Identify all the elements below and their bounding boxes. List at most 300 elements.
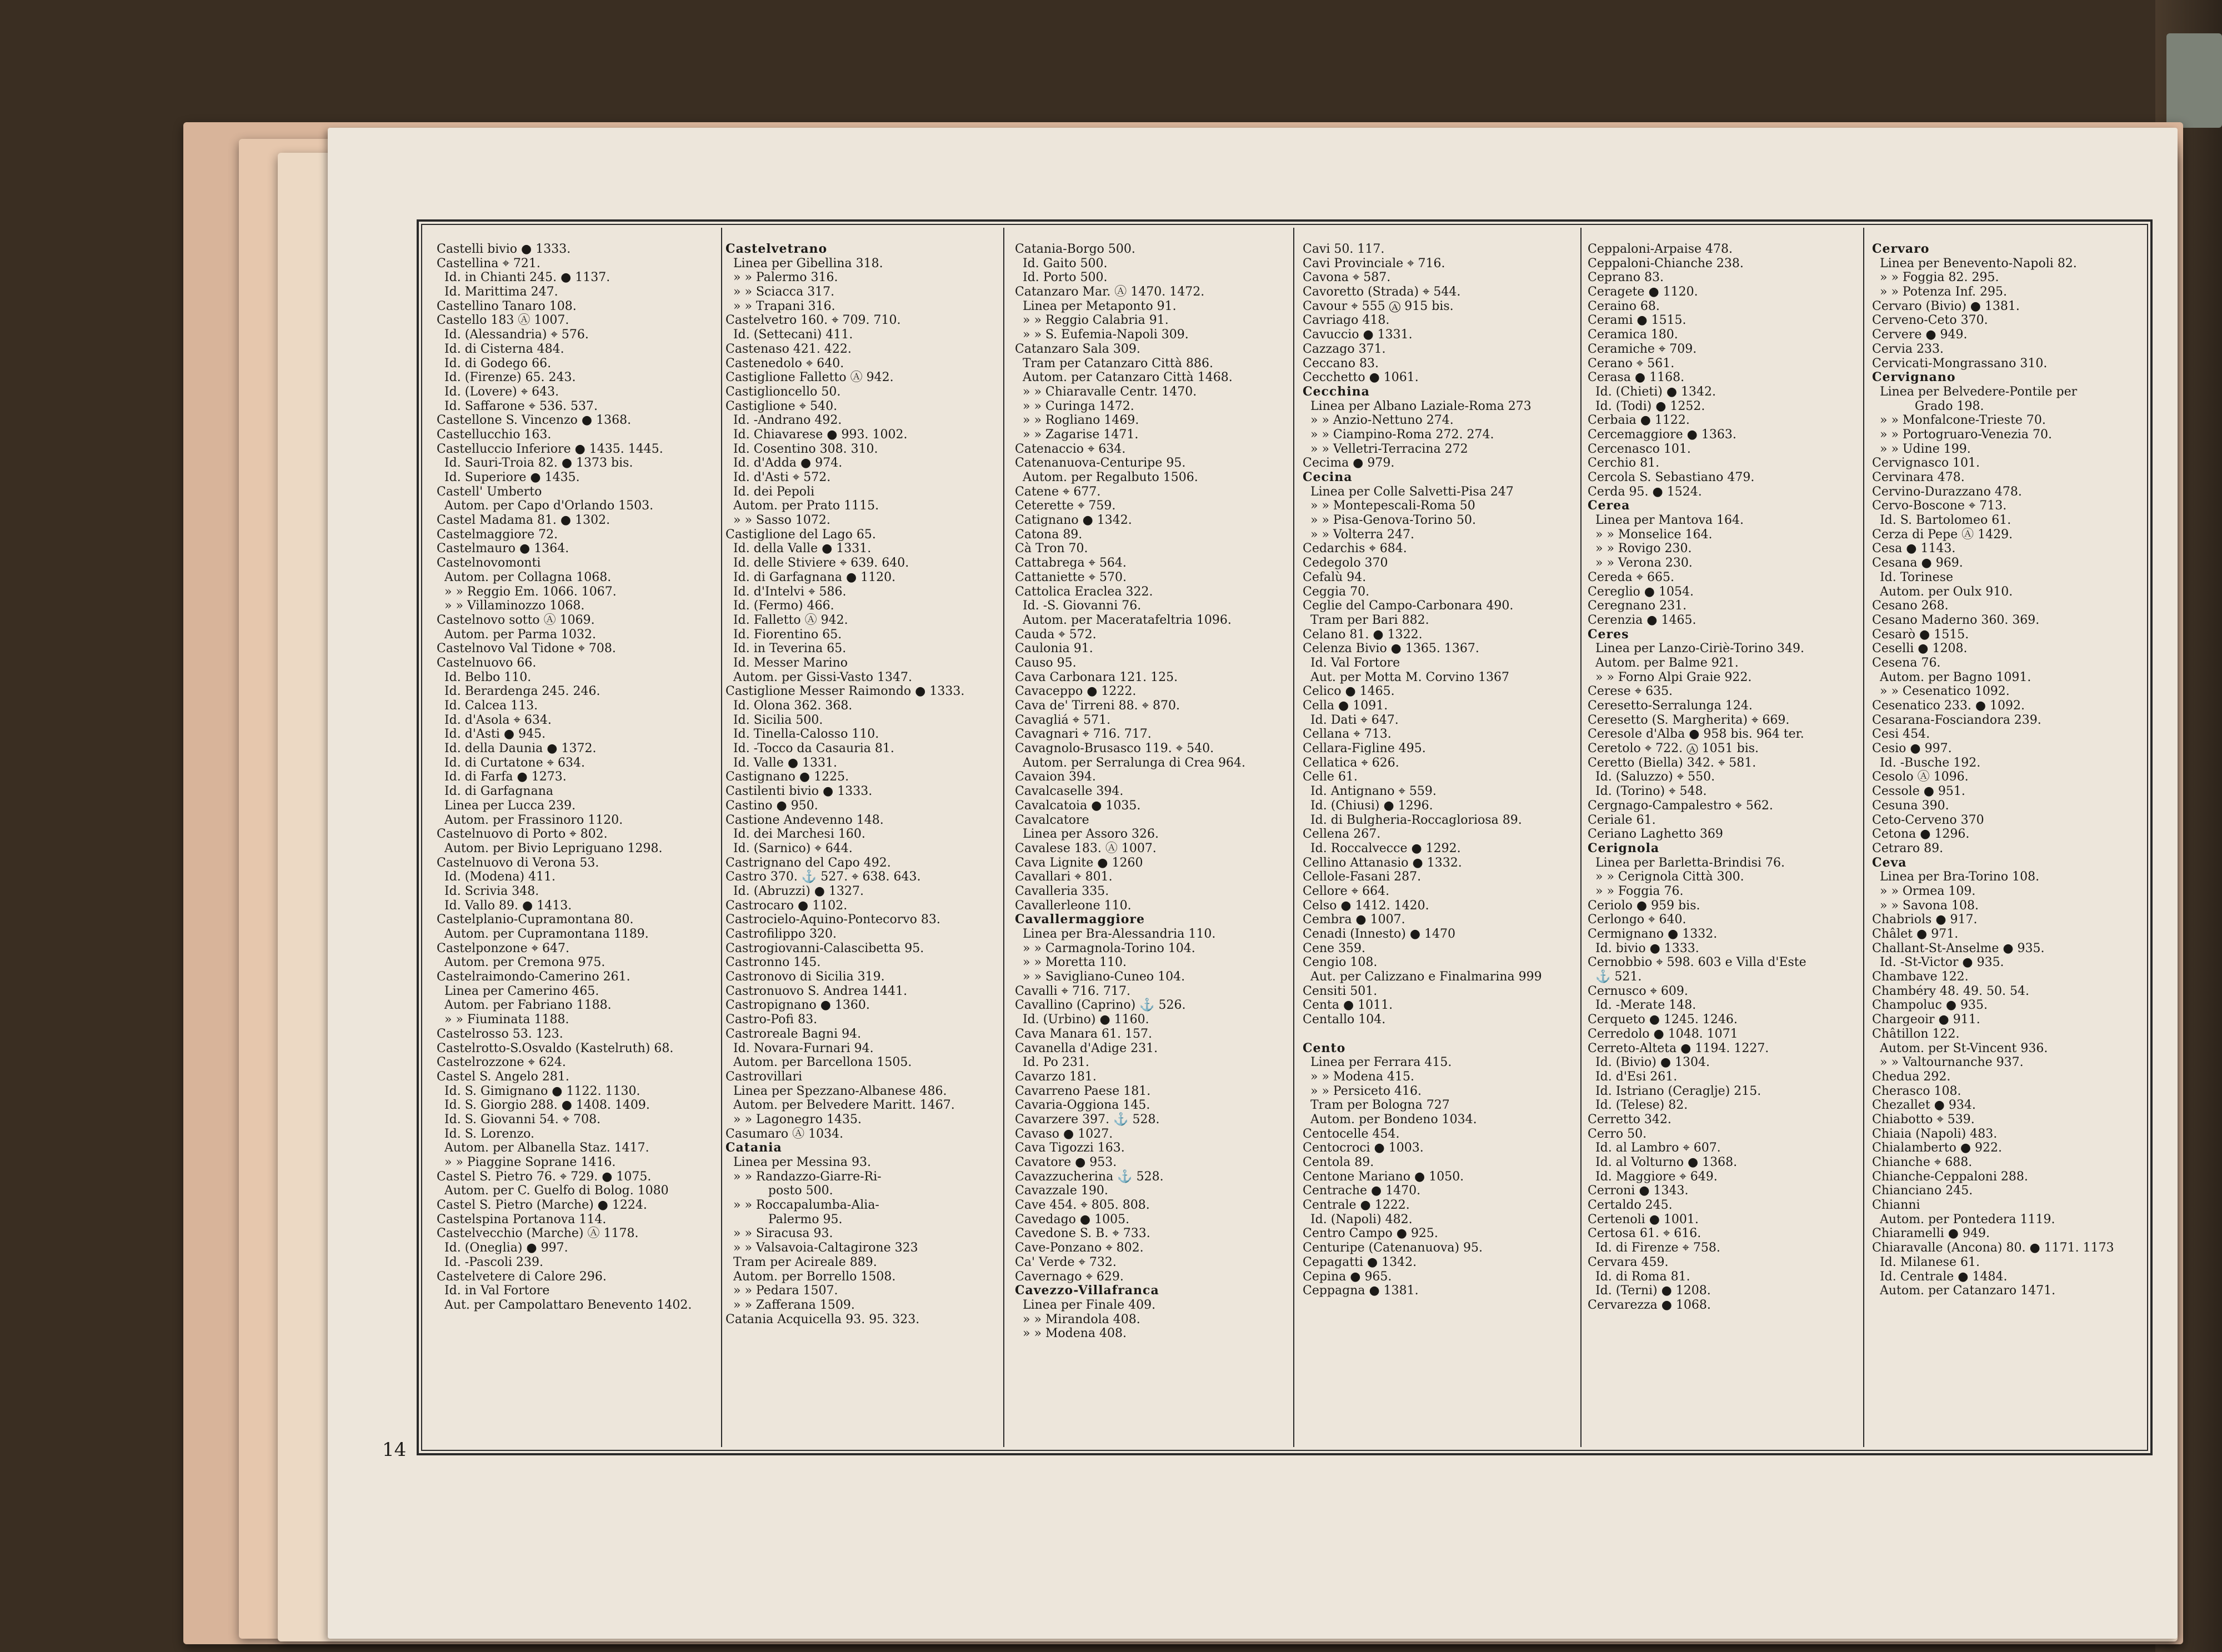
index-entry: Autom. per Prato 1115. xyxy=(725,499,879,513)
index-entry: Aut. per Motta M. Corvino 1367 xyxy=(1303,670,1510,684)
index-entry: Id. dei Marchesi 160. xyxy=(725,827,865,842)
index-entry: Cervere ● 949. xyxy=(1872,328,1968,342)
index-entry: Id. di Roma 81. xyxy=(1588,1269,1690,1284)
index-entry: Cavuccio ● 1331. xyxy=(1303,328,1413,342)
index-entry: Cercemaggiore ● 1363. xyxy=(1588,427,1736,442)
index-entry: Cesarò ● 1515. xyxy=(1872,627,1969,642)
index-entry: Cava de' Tirreni 88. ⌖ 870. xyxy=(1015,699,1180,713)
index-entry: Id. Sauri-Troia 82. ● 1373 bis. xyxy=(437,456,633,470)
index-entry: Cerano ⌖ 561. xyxy=(1588,356,1675,371)
index-entry: Castenaso 421. 422. xyxy=(725,342,852,356)
index-entry: Id. Milanese 61. xyxy=(1872,1255,1980,1269)
index-entry: Castelnovo sotto Ⓐ 1069. xyxy=(437,613,595,627)
index-entry: Linea per Assoro 326. xyxy=(1015,827,1159,842)
index-entry: Cavi 50. 117. xyxy=(1303,242,1385,256)
index-entry: Autom. per Borrello 1508. xyxy=(725,1269,896,1284)
index-entry: Chabriols ● 917. xyxy=(1872,913,1978,927)
index-entry: Id. (Torino) ⌖ 548. xyxy=(1588,784,1707,799)
index-entry: Autom. per Catanzaro 1471. xyxy=(1872,1284,2056,1298)
index-heading: Cecina xyxy=(1303,470,1353,484)
index-entry: Linea per Albano Laziale-Roma 273 xyxy=(1303,399,1532,413)
index-entry: Autom. per Albanella Staz. 1417. xyxy=(437,1141,649,1155)
index-entry: Cerlongo ⌖ 640. xyxy=(1588,913,1686,927)
index-entry: Ceglie del Campo-Carbonara 490. xyxy=(1303,599,1514,613)
index-entry: Ca' Verde ⌖ 732. xyxy=(1015,1255,1117,1269)
index-entry: » » Montepescali-Roma 50 xyxy=(1303,499,1475,513)
index-entry: » » Curinga 1472. xyxy=(1015,399,1134,413)
index-entry: Linea per Lanzo-Ciriè-Torino 349. xyxy=(1588,642,1804,656)
index-entry: Castelnuovo 66. xyxy=(437,655,537,670)
index-entry: Id. Po 231. xyxy=(1015,1055,1089,1070)
index-entry: Castel Madama 81. ● 1302. xyxy=(437,513,610,528)
index-entry: Cerami ● 1515. xyxy=(1588,313,1686,328)
index-entry: Autom. per Bondeno 1034. xyxy=(1303,1112,1477,1127)
index-entry: Cavona ⌖ 587. xyxy=(1303,271,1391,285)
index-entry: Castiglione Falletto Ⓐ 942. xyxy=(725,371,894,385)
column-separator xyxy=(721,228,722,1447)
index-entry: Id. Olona 362. 368. xyxy=(725,699,853,713)
index-entry: Cavaceppo ● 1222. xyxy=(1015,684,1137,699)
index-entry: Cervinara 478. xyxy=(1872,470,1965,484)
index-entry: Linea per Benevento-Napoli 82. xyxy=(1872,256,2077,271)
index-entry: Castelli bivio ● 1333. xyxy=(437,242,571,256)
index-entry: » » Siracusa 93. xyxy=(725,1227,833,1241)
index-entry: Cava Lignite ● 1260 xyxy=(1015,855,1143,870)
index-entry: Cavagnari ⌖ 716. 717. xyxy=(1015,727,1152,742)
index-entry: Certenoli ● 1001. xyxy=(1588,1212,1699,1227)
index-entry: Cerchio 81. xyxy=(1588,456,1660,470)
index-entry: Castelnuovo di Porto ⌖ 802. xyxy=(437,827,608,842)
index-entry: Id. Cosentino 308. 310. xyxy=(725,442,878,456)
index-entry: Linea per Camerino 465. xyxy=(437,984,599,998)
index-entry: Cetona ● 1296. xyxy=(1872,827,1970,842)
index-entry: Id. di Cisterna 484. xyxy=(437,342,564,356)
index-entry: Cerasa ● 1168. xyxy=(1588,371,1685,385)
index-entry: Cepina ● 965. xyxy=(1303,1269,1392,1284)
index-entry: Id. Vallo 89. ● 1413. xyxy=(437,898,572,913)
index-entry: » » Rogliano 1469. xyxy=(1015,413,1139,428)
index-entry: Id. in Chianti 245. ● 1137. xyxy=(437,271,610,285)
index-entry: Castenedolo ⌖ 640. xyxy=(725,356,844,371)
index-entry: Autom. per Oulx 910. xyxy=(1872,584,2013,599)
index-entry: Cermignano ● 1332. xyxy=(1588,927,1718,941)
index-entry: Autom. per Cupramontana 1189. xyxy=(437,927,649,941)
index-entry: Id. d'Asti ● 945. xyxy=(437,727,546,742)
index-entry: Autom. per Balme 921. xyxy=(1588,655,1739,670)
index-entry: Id. d'Intelvi ⌖ 586. xyxy=(725,584,847,599)
index-entry: Id. Istriano (Ceraglje) 215. xyxy=(1588,1084,1761,1098)
index-entry: Castronovo di Sicilia 319. xyxy=(725,970,885,984)
index-heading: Cavallermaggiore xyxy=(1015,912,1145,927)
index-entry: Castrovillari xyxy=(725,1069,803,1084)
index-entry: Id. di Farfa ● 1273. xyxy=(437,770,567,784)
index-entry: Cembra ● 1007. xyxy=(1303,913,1405,927)
index-entry: » » Chiaravalle Centr. 1470. xyxy=(1015,384,1197,399)
index-entry: Cedarchis ⌖ 684. xyxy=(1303,542,1407,556)
index-entry: Chianche ⌖ 688. xyxy=(1872,1155,1973,1169)
index-entry: Catignano ● 1342. xyxy=(1015,513,1132,528)
index-entry: Id. di Curtatone ⌖ 634. xyxy=(437,755,585,770)
index-entry: Catanzaro Mar. Ⓐ 1470. 1472. xyxy=(1015,285,1205,299)
index-entry: Id. bivio ● 1333. xyxy=(1588,941,1699,955)
index-entry: Aut. per Calizzano e Finalmarina 999 xyxy=(1303,970,1542,984)
index-entry: Cavallino (Caprino) ⚓ 526. xyxy=(1015,998,1186,1013)
index-entry: Castellino Tanaro 108. xyxy=(437,299,577,313)
column-separator xyxy=(1293,228,1294,1447)
index-heading: Cecchina xyxy=(1303,384,1370,399)
index-entry: Cavagnolo-Brusasco 119. ⌖ 540. xyxy=(1015,742,1214,756)
index-entry: Autom. per Frassinoro 1120. xyxy=(437,813,623,827)
index-entry: Cesano 268. xyxy=(1872,599,1949,613)
page-edge-tab xyxy=(2166,33,2222,128)
index-entry: Linea per Colle Salvetti-Pisa 247 xyxy=(1303,484,1514,499)
index-entry: Linea per Gibellina 318. xyxy=(725,256,883,271)
index-entry: » » Trapani 316. xyxy=(725,299,835,313)
index-entry: Castelnovo Val Tidone ⌖ 708. xyxy=(437,642,616,656)
index-entry: Cavedone S. B. ⌖ 733. xyxy=(1015,1227,1150,1241)
index-entry: Castropignano ● 1360. xyxy=(725,998,870,1013)
index-entry: Id. Maggiore ⌖ 649. xyxy=(1588,1169,1718,1184)
index-entry: Catania-Borgo 500. xyxy=(1015,242,1135,256)
index-entry: Cava Carbonara 121. 125. xyxy=(1015,670,1178,684)
index-entry: Id. -Pascoli 239. xyxy=(437,1255,544,1269)
index-entry: Certaldo 245. xyxy=(1588,1198,1673,1213)
index-entry: Caulonia 91. xyxy=(1015,642,1093,656)
index-entry: Cattaniette ⌖ 570. xyxy=(1015,570,1127,584)
index-entry: » » Villaminozzo 1068. xyxy=(437,599,585,613)
index-entry: Ceregnano 231. xyxy=(1588,599,1687,613)
index-entry: Id. (Chiusi) ● 1296. xyxy=(1303,798,1433,813)
index-entry: Cella ● 1091. xyxy=(1303,699,1388,713)
index-entry: Autom. per St-Vincent 936. xyxy=(1872,1041,2048,1055)
index-entry: Cellino Attanasio ● 1332. xyxy=(1303,855,1462,870)
index-entry: Catona 89. xyxy=(1015,527,1083,542)
index-entry: Cerese ⌖ 635. xyxy=(1588,684,1673,699)
index-entry: Cereda ⌖ 665. xyxy=(1588,570,1674,584)
index-entry: Cesenatico 233. ● 1092. xyxy=(1872,699,2025,713)
index-entry: Id. Falletto Ⓐ 942. xyxy=(725,613,848,627)
index-entry: Cernusco ⌖ 609. xyxy=(1588,984,1688,998)
index-entry: Chedua 292. xyxy=(1872,1069,1951,1084)
index-entry: Castelnuovo di Verona 53. xyxy=(437,855,599,870)
index-entry: Autom. per Pontedera 1119. xyxy=(1872,1212,2055,1227)
index-entry: Centocroci ● 1003. xyxy=(1303,1141,1424,1155)
index-entry: Id. (Chieti) ● 1342. xyxy=(1588,384,1716,399)
index-entry: » » Zafferana 1509. xyxy=(725,1298,855,1312)
index-entry: Cà Tron 70. xyxy=(1015,542,1088,556)
index-entry: Id. -Tocco da Casauria 81. xyxy=(725,742,894,756)
index-entry: Linea per Messina 93. xyxy=(725,1155,871,1169)
index-entry: Cavanella d'Adige 231. xyxy=(1015,1041,1158,1055)
index-entry: Ceprano 83. xyxy=(1588,271,1664,285)
index-entry: Ceresetto (S. Margherita) ⌖ 669. xyxy=(1588,713,1790,727)
index-entry: Cesena 76. xyxy=(1872,655,1941,670)
index-entry: Cernobbio ⌖ 598. 603 e Villa d'Este xyxy=(1588,955,1806,970)
index-entry: Ceriale 61. xyxy=(1588,813,1656,827)
index-entry: Chiaravalle (Ancona) 80. ● 1171. 1173 xyxy=(1872,1241,2114,1255)
index-entry: Cerenzia ● 1465. xyxy=(1588,613,1696,627)
index-entry: Celico ● 1465. xyxy=(1303,684,1395,699)
index-entry: Id. Fiorentino 65. xyxy=(725,627,842,642)
index-entry: Castellina ⌖ 721. xyxy=(437,256,541,271)
index-entry: Cavi Provinciale ⌖ 716. xyxy=(1303,256,1445,271)
index-entry: » » Foggia 82. 295. xyxy=(1872,271,1999,285)
index-entry: Castroreale Bagni 94. xyxy=(725,1027,862,1041)
index-entry: Catenaccio ⌖ 634. xyxy=(1015,442,1126,456)
index-entry: Cazzago 371. xyxy=(1303,342,1386,356)
index-entry: Id. di Firenze ⌖ 758. xyxy=(1588,1241,1720,1255)
index-entry: posto 500. xyxy=(725,1184,833,1198)
index-entry: Id. della Daunia ● 1372. xyxy=(437,742,597,756)
index-entry: Cattolica Eraclea 322. xyxy=(1015,584,1153,599)
index-entry: Ceppagna ● 1381. xyxy=(1303,1284,1419,1298)
index-entry: Cavagliá ⌖ 571. xyxy=(1015,713,1111,727)
index-entry: Id. (Lovere) ⌖ 643. xyxy=(437,384,559,399)
index-entry: Linea per Metaponto 91. xyxy=(1015,299,1177,313)
index-entry: Cerqueto ● 1245. 1246. xyxy=(1588,1013,1738,1027)
index-entry: Centone Mariano ● 1050. xyxy=(1303,1169,1464,1184)
index-entry: Chianciano 245. xyxy=(1872,1184,1973,1198)
index-entry: Cavriago 418. xyxy=(1303,313,1390,328)
index-entry: Castiglione Messer Raimondo ● 1333. xyxy=(725,684,965,699)
index-entry: Id. (Saluzzo) ⌖ 550. xyxy=(1588,770,1715,784)
index-entry: Castiglione del Lago 65. xyxy=(725,527,876,542)
index-entry: Id. Scrivia 348. xyxy=(437,884,539,898)
index-entry: Autom. per Gissi-Vasto 1347. xyxy=(725,670,912,684)
index-entry: Castelrosso 53. 123. xyxy=(437,1027,563,1041)
index-entry: Cesolo Ⓐ 1096. xyxy=(1872,770,1969,784)
index-heading: Cento xyxy=(1303,1040,1346,1055)
index-entry: » » Savigliano-Cuneo 104. xyxy=(1015,970,1185,984)
index-entry: Castel S. Pietro 76. ⌖ 729. ● 1075. xyxy=(437,1169,652,1184)
column-separator xyxy=(1580,228,1582,1447)
index-entry: Cavaso ● 1027. xyxy=(1015,1127,1113,1141)
index-entry: Linea per Spezzano-Albanese 486. xyxy=(725,1084,947,1098)
index-entry: Cervara 459. xyxy=(1588,1255,1669,1269)
index-entry: Cave 454. ⌖ 805. 808. xyxy=(1015,1198,1150,1213)
index-entry: Cavalleria 335. xyxy=(1015,884,1109,898)
index-entry: Id. Novara-Furnari 94. xyxy=(725,1041,874,1055)
index-entry: Autom. per Bagno 1091. xyxy=(1872,670,2031,684)
index-entry: » » Palermo 316. xyxy=(725,271,838,285)
index-entry: Ceramica 180. xyxy=(1588,328,1678,342)
index-entry: Cerro 50. xyxy=(1588,1127,1647,1141)
index-entry: Cavazzale 190. xyxy=(1015,1184,1108,1198)
index-entry: Autom. per Parma 1032. xyxy=(437,627,596,642)
index-entry: Autom. per Bivio Lepriguano 1298. xyxy=(437,841,663,855)
index-entry: Cecima ● 979. xyxy=(1303,456,1395,470)
index-entry: » » Monselice 164. xyxy=(1588,527,1713,542)
index-entry: Autom. per Catanzaro Città 1468. xyxy=(1015,371,1233,385)
index-entry: Cavazzucherina ⚓ 528. xyxy=(1015,1169,1164,1184)
index-entry: Castilenti bivio ● 1333. xyxy=(725,784,873,799)
index-entry: Ceterette ⌖ 759. xyxy=(1015,499,1116,513)
index-entry: Castronuovo S. Andrea 1441. xyxy=(725,984,908,998)
index-entry: Id. -S. Giovanni 76. xyxy=(1015,599,1142,613)
index-entry: Id. Saffarone ⌖ 536. 537. xyxy=(437,399,598,413)
index-entry: Catania Acquicella 93. 95. 323. xyxy=(725,1312,920,1326)
index-entry: Celenza Bivio ● 1365. 1367. xyxy=(1303,642,1479,656)
index-entry: Linea per Bra-Alessandria 110. xyxy=(1015,927,1216,941)
index-entry: » » Roccapalumba-Alia- xyxy=(725,1198,879,1213)
index-entry: Cessole ● 951. xyxy=(1872,784,1965,799)
index-entry: Cene 359. xyxy=(1303,941,1366,955)
index-entry: Castelvetro 160. ⌖ 709. 710. xyxy=(725,313,901,328)
index-entry: Id. S. Bartolomeo 61. xyxy=(1872,513,2011,528)
index-entry: Id. (Urbino) ● 1160. xyxy=(1015,1013,1149,1027)
index-entry: Ceggia 70. xyxy=(1303,584,1370,599)
index-entry: Celano 81. ● 1322. xyxy=(1303,627,1423,642)
index-entry: Cavallari ⌖ 801. xyxy=(1015,870,1113,884)
index-entry: Autom. per Regalbuto 1506. xyxy=(1015,470,1198,484)
index-entry: Autom. per Barcellona 1505. xyxy=(725,1055,912,1070)
index-entry: Cellara-Figline 495. xyxy=(1303,742,1426,756)
index-entry: Cerbaia ● 1122. xyxy=(1588,413,1690,428)
index-entry: » » Reggio Calabria 91. xyxy=(1015,313,1169,328)
index-entry: Castro-Pofi 83. xyxy=(725,1013,818,1027)
index-entry: Autom. per Maceratafeltria 1096. xyxy=(1015,613,1232,627)
index-entry: » » Sciacca 317. xyxy=(725,285,835,299)
index-entry: Cherasco 108. xyxy=(1872,1084,1961,1098)
index-entry: Id. Roccalvecce ● 1292. xyxy=(1303,841,1461,855)
index-entry: Ceriolo ● 959 bis. xyxy=(1588,898,1700,913)
index-entry: Cetraro 89. xyxy=(1872,841,1944,855)
index-entry: Cavatore ● 953. xyxy=(1015,1155,1117,1169)
index-entry: Ceccano 83. xyxy=(1303,356,1379,371)
index-entry: Id. (Bivio) ● 1304. xyxy=(1588,1055,1710,1070)
index-entry: Cerretto 342. xyxy=(1588,1112,1671,1127)
index-entry: Chialamberto ● 922. xyxy=(1872,1141,2003,1155)
index-entry: » » Carmagnola-Torino 104. xyxy=(1015,941,1195,955)
index-entry: Ceraino 68. xyxy=(1588,299,1660,313)
index-entry: Castelrotto-S.Osvaldo (Kastelruth) 68. xyxy=(437,1041,674,1055)
index-entry: Id. al Lambro ⌖ 607. xyxy=(1588,1141,1721,1155)
index-entry: Certosa 61. ⌖ 616. xyxy=(1588,1227,1701,1241)
index-entry: Castel S. Angelo 281. xyxy=(437,1069,569,1084)
index-entry: Cerroni ● 1343. xyxy=(1588,1184,1689,1198)
index-column-6 xyxy=(1872,242,2149,1436)
index-entry: Cenadi (Innesto) ● 1470 xyxy=(1303,927,1456,941)
index-entry: » » Pisa-Genova-Torino 50. xyxy=(1303,513,1476,528)
index-entry: Id. S. Giorgio 288. ● 1408. 1409. xyxy=(437,1098,650,1113)
index-entry: Id. (Sarnico) ⌖ 644. xyxy=(725,841,853,855)
index-entry: Chianni xyxy=(1872,1198,1920,1213)
index-entry: » » Mirandola 408. xyxy=(1015,1312,1140,1326)
index-entry: Id. Superiore ● 1435. xyxy=(437,470,580,484)
index-entry: Linea per Belvedere-Pontile per xyxy=(1872,384,2078,399)
index-entry: » » Pedara 1507. xyxy=(725,1284,838,1298)
index-entry: » » Foggia 76. xyxy=(1588,884,1684,898)
index-entry: Cavernago ⌖ 629. xyxy=(1015,1269,1124,1284)
index-entry: Castiglione ⌖ 540. xyxy=(725,399,838,413)
index-entry: Ceragete ● 1120. xyxy=(1588,285,1698,299)
index-entry: Castelvecchio (Marche) Ⓐ 1178. xyxy=(437,1227,639,1241)
index-entry: Id. Berardenga 245. 246. xyxy=(437,684,600,699)
index-entry: Cauda ⌖ 572. xyxy=(1015,627,1097,642)
index-column-2 xyxy=(725,242,1002,1436)
index-entry: Linea per Bra-Torino 108. xyxy=(1872,870,2040,884)
index-entry: Id. Tinella-Calosso 110. xyxy=(725,727,879,742)
index-entry: Cava Manara 61. 157. xyxy=(1015,1027,1153,1041)
index-entry: Chianche-Ceppaloni 288. xyxy=(1872,1169,2028,1184)
index-entry: » » Ormea 109. xyxy=(1872,884,1976,898)
index-entry: Cavarreno Paese 181. xyxy=(1015,1084,1151,1098)
index-entry: Id. al Volturno ● 1368. xyxy=(1588,1155,1738,1169)
index-entry: Chambave 122. xyxy=(1872,970,1969,984)
index-entry: Tram per Bari 882. xyxy=(1303,613,1429,627)
index-entry: Casumaro Ⓐ 1034. xyxy=(725,1127,844,1141)
index-entry: Id. S. Lorenzo. xyxy=(437,1127,535,1141)
index-column-4 xyxy=(1303,242,1579,1436)
index-entry: Castel S. Pietro (Marche) ● 1224. xyxy=(437,1198,647,1213)
index-entry: Castelvetere di Calore 296. xyxy=(437,1269,607,1284)
index-entry: Id. Torinese xyxy=(1872,570,1954,584)
index-entry: Cesa ● 1143. xyxy=(1872,542,1956,556)
index-entry: Castrofilippo 320. xyxy=(725,927,837,941)
index-entry: Castiglioncello 50. xyxy=(725,384,841,399)
index-entry: Centrache ● 1470. xyxy=(1303,1184,1421,1198)
index-entry: » » Modena 408. xyxy=(1015,1326,1127,1341)
index-entry: » » Monfalcone-Trieste 70. xyxy=(1872,413,2046,428)
index-entry: Cesana ● 969. xyxy=(1872,556,1963,570)
index-entry: Id. Val Fortore xyxy=(1303,655,1400,670)
index-entry: Cerredolo ● 1048. 1071 xyxy=(1588,1027,1738,1041)
index-entry: Ceriano Laghetto 369 xyxy=(1588,827,1723,842)
index-entry: Cavedago ● 1005. xyxy=(1015,1212,1130,1227)
index-entry: ⚓ 521. xyxy=(1588,970,1642,984)
index-entry: Cellole-Fasani 287. xyxy=(1303,870,1422,884)
index-entry: Id. -St-Victor ● 935. xyxy=(1872,955,2004,970)
index-entry: Cereglio ● 1054. xyxy=(1588,584,1694,599)
index-entry: Cavarzere 397. ⚓ 528. xyxy=(1015,1112,1160,1127)
index-entry: Champoluc ● 935. xyxy=(1872,998,1988,1013)
index-entry: Ceppaloni-Arpaise 478. xyxy=(1588,242,1733,256)
index-entry: Ceresetto-Serralunga 124. xyxy=(1588,699,1753,713)
index-entry: Cavaion 394. xyxy=(1015,770,1096,784)
column-separator xyxy=(1003,228,1004,1447)
index-entry: » » Valtournanche 937. xyxy=(1872,1055,2024,1070)
index-entry: Cerveno-Ceto 370. xyxy=(1872,313,1988,328)
index-entry: Id. in Teverina 65. xyxy=(725,642,847,656)
index-entry: Ceretolo ⌖ 722. Ⓐ 1051 bis. xyxy=(1588,742,1759,756)
index-entry: Celle 61. xyxy=(1303,770,1358,784)
index-entry: Castrocaro ● 1102. xyxy=(725,898,848,913)
index-entry: Cesarana-Fosciandora 239. xyxy=(1872,713,2041,727)
index-entry: Castrignano del Capo 492. xyxy=(725,855,891,870)
index-entry: Id. d'Asti ⌖ 572. xyxy=(725,470,831,484)
index-entry: Cervia 233. xyxy=(1872,342,1944,356)
index-entry: Linea per Lucca 239. xyxy=(437,798,576,813)
index-entry: Autom. per Cremona 975. xyxy=(437,955,605,970)
index-entry: Ceselli ● 1208. xyxy=(1872,642,1968,656)
index-entry: Autom. per Belvedere Maritt. 1467. xyxy=(725,1098,955,1113)
index-entry: » » Verona 230. xyxy=(1588,556,1693,570)
index-entry: Castelraimondo-Camerino 261. xyxy=(437,970,630,984)
index-entry: » » Udine 199. xyxy=(1872,442,1971,456)
index-entry: Id. di Godego 66. xyxy=(437,356,552,371)
index-entry: Id. dei Pepoli xyxy=(725,484,815,499)
index-entry: » » Piaggine Soprane 1416. xyxy=(437,1155,616,1169)
index-entry: Id. (Oneglia) ● 997. xyxy=(437,1241,568,1255)
index-entry: Id. Gaito 500. xyxy=(1015,256,1108,271)
index-entry: Cellatica ⌖ 626. xyxy=(1303,755,1399,770)
index-entry: Châlet ● 971. xyxy=(1872,927,1959,941)
page-number: 14 xyxy=(382,1439,407,1461)
index-entry: » » Moretta 110. xyxy=(1015,955,1127,970)
index-entry: Castrogiovanni-Calascibetta 95. xyxy=(725,941,924,955)
index-entry: Ceresole d'Alba ● 958 bis. 964 ter. xyxy=(1588,727,1804,742)
index-entry: Tram per Bologna 727 xyxy=(1303,1098,1450,1113)
